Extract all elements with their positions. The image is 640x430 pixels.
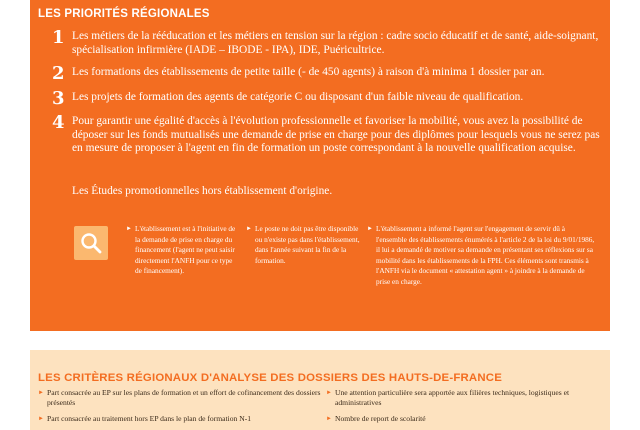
priority-text: Les formations des établissements de petite taille (- de 450 agents) à raison d'à minima 1 dossier par an. bbox=[72, 66, 545, 78]
priority-text: Les projets de formation des agents de catégorie C ou disposant d'un faible niveau de qualification. bbox=[72, 91, 524, 103]
etudes-promotionnelles-text: Les Études promotionnelles hors établissement d'origine. bbox=[72, 185, 333, 197]
priority-number: 3 bbox=[52, 88, 65, 109]
note-text: L'établissement est à l'initiative de la demande de prise en charge du financement (l'agent ne peut saisir directement l'ANFH pour ce type de financement). bbox=[135, 224, 236, 276]
criteria-item-4 bbox=[326, 414, 606, 424]
arrow-right-icon: ► bbox=[326, 390, 332, 396]
criteria-text: Une attention particulière sera apportée aux filières techniques, logistiques et administratives bbox=[335, 388, 570, 408]
priority-number: 1 bbox=[52, 27, 65, 48]
arrow-right-icon: ► bbox=[38, 416, 44, 422]
criteria-text: Part consacrée au EP sur les plans de formation et un effort de cofinancement des dossiers présentés bbox=[47, 388, 321, 408]
priorities-panel bbox=[30, 0, 610, 331]
magnifier-glyph bbox=[79, 231, 103, 255]
note-item-2 bbox=[246, 224, 364, 266]
priority-text: Pour garantir une égalité d'accès à l'évolution professionnelle et favoriser la mobilité, vous avez la possibilité de déposer sur les fonds mutualisés une demande de prise en charge pour des diplômes pour lesquels vous ne serez pas en mesure de proposer à l'agent en fin de formation un poste correspondant à la nouvelle qualification acquise. bbox=[72, 115, 600, 155]
note-text: L'établissement a informé l'agent sur l'engagement de servir dû à l'ensemble des établissements énumérés à l'article 2 de la loi du 9/01/1986, il lui a demandé de motiver sa demande en présentant ses réflexions sur sa mobilité dans les établissements de la FPH. Ces éléments sont transmis à l'ANFH via le document « attestation agent » à joindre à la demande de prise en charge. bbox=[376, 224, 595, 286]
search-icon bbox=[74, 226, 108, 260]
arrow-right-icon: ► bbox=[38, 390, 44, 396]
priority-item-3 bbox=[52, 88, 604, 109]
criteria-panel bbox=[30, 350, 610, 430]
arrow-right-icon: ► bbox=[367, 226, 373, 232]
criteria-item-2 bbox=[38, 414, 328, 424]
priority-item-2 bbox=[52, 63, 604, 84]
priority-number: 4 bbox=[52, 112, 65, 133]
note-item-1 bbox=[126, 224, 236, 277]
priority-item-4 bbox=[52, 112, 604, 175]
priorities-title: LES PRIORITÉS RÉGIONALES bbox=[38, 8, 210, 20]
priority-item-1 bbox=[52, 27, 604, 60]
arrow-right-icon: ► bbox=[126, 226, 132, 232]
arrow-right-icon: ► bbox=[326, 416, 332, 422]
criteria-item-1 bbox=[38, 388, 328, 409]
criteria-text: Part consacrée au traitement hors EP dans le plan de formation N-1 bbox=[47, 414, 252, 423]
criteria-item-3 bbox=[326, 388, 606, 409]
priority-text: Les métiers de la rééducation et les métiers en tension sur la région : cadre socio éducatif et de santé, aide-soignant, spécialisation infirmière (IADE – IBODE - IPA), IDE, Puéricultrice. bbox=[72, 30, 599, 56]
note-item-3 bbox=[367, 224, 595, 288]
criteria-text: Nombre de report de scolarité bbox=[335, 414, 426, 423]
priority-number: 2 bbox=[52, 63, 65, 84]
criteria-title: LES CRITÈRES RÉGIONAUX D'ANALYSE DES DOSSIERS DES HAUTS-DE-FRANCE bbox=[38, 372, 503, 384]
arrow-right-icon: ► bbox=[246, 226, 252, 232]
note-text: Le poste ne doit pas être disponible ou n'existe pas dans l'établissement, dans l'année suivant la fin de la formation. bbox=[255, 224, 360, 265]
